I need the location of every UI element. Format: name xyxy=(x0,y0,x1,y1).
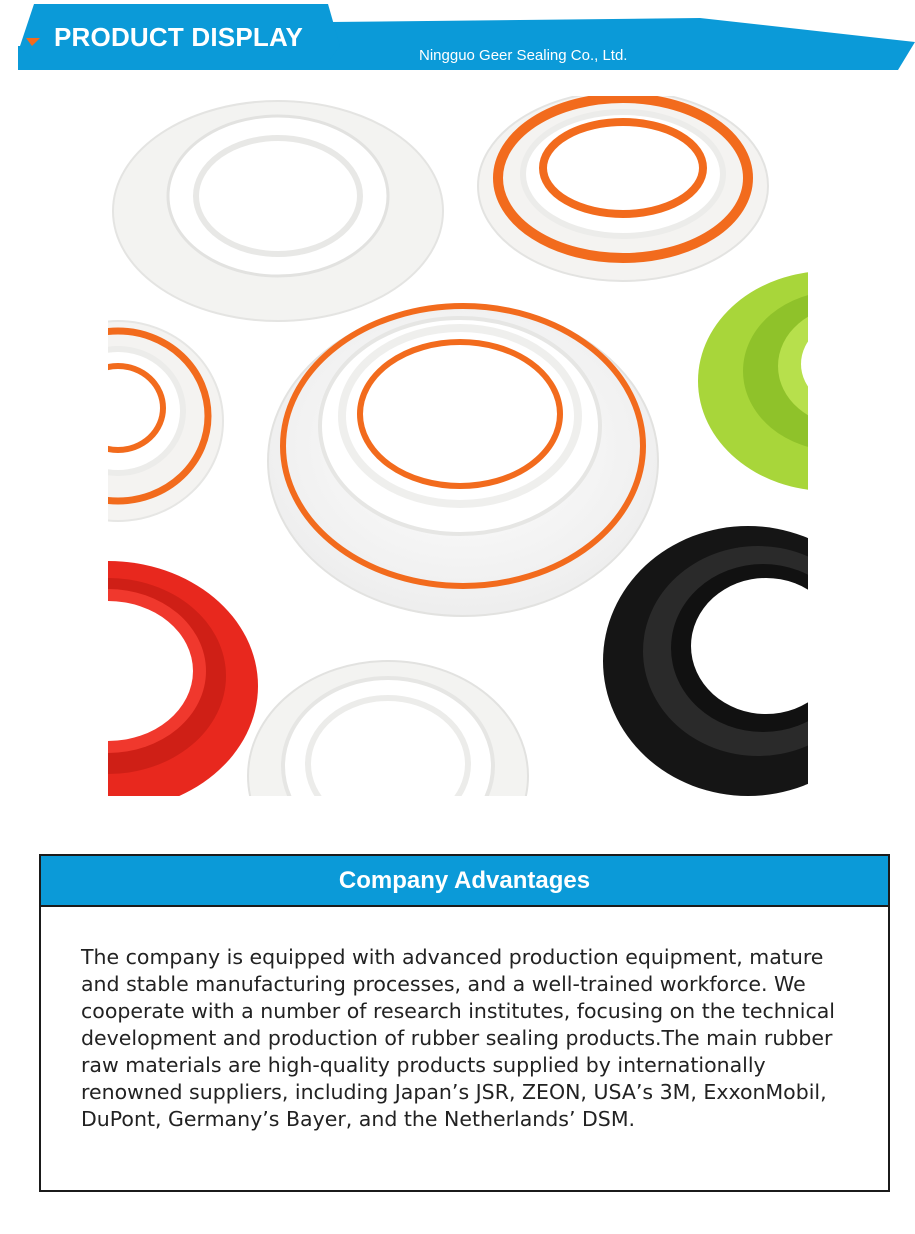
orange-seal-left xyxy=(108,321,223,521)
header-banner xyxy=(0,0,915,80)
advantages-title: Company Advantages xyxy=(338,866,591,894)
rubber-seal-rings-photo-icon xyxy=(108,96,808,796)
white-seal-bottom-center xyxy=(248,661,528,796)
page-title: PRODUCT DISPLAY xyxy=(54,22,304,52)
advantages-header xyxy=(41,856,888,907)
red-seal-bottom-left xyxy=(108,561,258,796)
green-seal-right xyxy=(698,271,808,491)
black-seal-bottom-right xyxy=(603,526,808,796)
white-seal-top-left xyxy=(113,101,443,321)
product-photo xyxy=(108,96,808,796)
company-name: Ningguo Geer Sealing Co., Ltd. xyxy=(419,47,628,64)
advantages-panel xyxy=(39,854,890,1192)
orange-seal-top-right xyxy=(478,96,768,281)
white-seal-center xyxy=(268,306,658,616)
advantages-body: The company is equipped with advanced production equipment, mature and stable manufacturing processes, and a well-trained workforce. We cooperate with a number of research institutes, focusing on the technical development and production of rubber sealing products.The main rubber raw materials are high-quality products supplied by internationally renowned suppliers, including Japan’s JSR, ZEON, USA’s 3M, ExxonMobil, DuPont, Germany’s Bayer, and the Netherlands’ DSM. xyxy=(81,945,835,1131)
